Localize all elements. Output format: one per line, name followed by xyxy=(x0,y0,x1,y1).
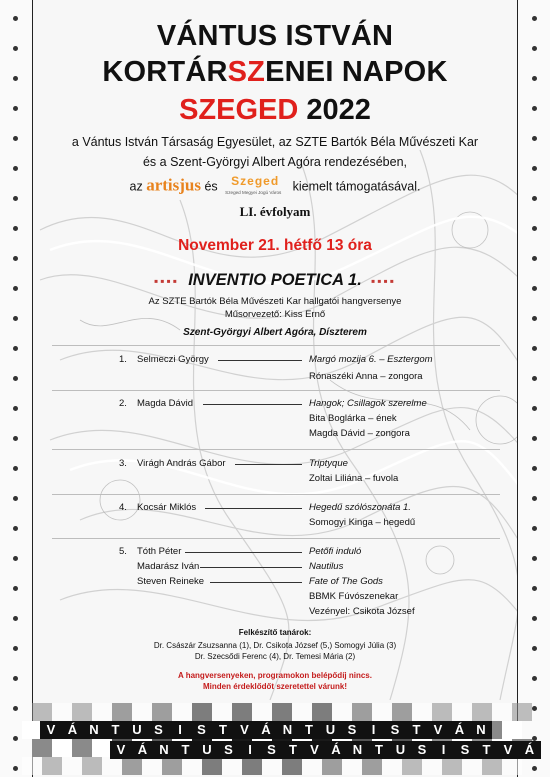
banner-square xyxy=(92,739,112,757)
banner-letter: N xyxy=(470,721,492,739)
title-line-1: VÁNTUS ISTVÁN xyxy=(156,20,394,52)
connector-line xyxy=(218,360,302,361)
banner-letter: U xyxy=(390,741,412,759)
perforation-dot xyxy=(13,766,18,771)
banner-letter: V xyxy=(497,741,519,759)
banner-square xyxy=(92,703,112,721)
banner-square xyxy=(322,757,342,775)
perforation-dot xyxy=(532,586,537,591)
program-work: Fate of The Gods xyxy=(309,576,383,587)
divider xyxy=(52,390,500,391)
perforation-dot xyxy=(13,286,18,291)
banner-square xyxy=(282,757,302,775)
decorative-dashes: ▪▪▪▪ xyxy=(370,273,396,288)
banner-square xyxy=(252,703,272,721)
banner-square xyxy=(52,703,72,721)
teachers-line-2: Dr. Szecsődi Ferenc (4), Dr. Temesi Mária (2) xyxy=(194,652,356,661)
perforation-dot xyxy=(13,76,18,81)
decorative-dashes: ▪▪▪▪ xyxy=(154,273,180,288)
banner-square xyxy=(62,757,82,775)
program-composer: Steven Reineke xyxy=(137,576,205,587)
program-composer: Madarász Iván xyxy=(137,561,200,572)
banner-letter: Á xyxy=(255,721,277,739)
banner-square xyxy=(102,757,122,775)
banner-letter: S xyxy=(148,721,170,739)
banner-square xyxy=(382,757,402,775)
banner-square xyxy=(312,703,332,721)
banner-letter: Á xyxy=(132,741,154,759)
event-title: ▪▪▪▪ INVENTIO POETICA 1. ▪▪▪▪ xyxy=(154,271,396,289)
divider xyxy=(52,449,500,450)
program-work: Hangok; Csillagok szerelme xyxy=(309,398,427,409)
banner-letter: S xyxy=(384,721,406,739)
perforation-dot xyxy=(532,646,537,651)
banner-letter: S xyxy=(261,741,283,759)
banner-letter: S xyxy=(218,741,240,759)
organizers-line-2: és a Szent-Györgyi Albert Agóra rendezésében, xyxy=(142,155,408,169)
banner-square xyxy=(132,703,152,721)
perforation-dot xyxy=(532,526,537,531)
banner-square xyxy=(32,739,52,757)
perforation-dot xyxy=(532,226,537,231)
banner-square xyxy=(352,703,372,721)
perforation-dot xyxy=(13,706,18,711)
connector-line xyxy=(203,404,302,405)
program-number: 2. xyxy=(119,398,127,409)
perforation-dot xyxy=(532,196,537,201)
banner-letter: V xyxy=(304,741,326,759)
divider xyxy=(52,345,500,346)
banner-letter: Á xyxy=(519,741,541,759)
perforation-dot xyxy=(13,196,18,201)
perforation-dot xyxy=(532,346,537,351)
banner-letter: T xyxy=(282,741,304,759)
banner-square xyxy=(202,757,222,775)
perforation-dot xyxy=(13,46,18,51)
program-work: Petőfi induló xyxy=(309,546,362,557)
perforation-dot xyxy=(532,676,537,681)
banner-letter: V xyxy=(110,741,132,759)
banner-letter: Á xyxy=(325,741,347,759)
banner-letter: N xyxy=(277,721,299,739)
perforation-dot xyxy=(13,496,18,501)
banner-letter: S xyxy=(411,741,433,759)
connector-line xyxy=(200,567,302,568)
banner-square xyxy=(472,703,492,721)
banner-letter: T xyxy=(406,721,428,739)
banner-letter: T xyxy=(212,721,234,739)
program-performer: Somogyi Kinga – hegedű xyxy=(309,517,416,528)
banner-square xyxy=(512,703,532,721)
perforation-dot xyxy=(13,616,18,621)
banner-letter: I xyxy=(239,741,261,759)
program-work: Nautilus xyxy=(309,561,344,572)
sponsors-line: az artisjus és Szeged Szeged Megyei Jogú Város kiemelt támogatásával. xyxy=(0,174,550,200)
program-composer: Selmeczi György xyxy=(137,354,209,365)
perforation-dot xyxy=(13,106,18,111)
perforation-dot xyxy=(532,16,537,21)
perforation-dot xyxy=(532,736,537,741)
program-performer: Bita Boglárka – ének xyxy=(309,413,397,424)
banner-square xyxy=(72,739,92,757)
banner-square xyxy=(362,757,382,775)
banner-square xyxy=(222,757,242,775)
perforation-dot xyxy=(13,586,18,591)
banner-letter: V xyxy=(40,721,62,739)
perforation-dot xyxy=(532,436,537,441)
perforation-dot xyxy=(13,346,18,351)
perforation-dot xyxy=(532,376,537,381)
banner-square xyxy=(432,703,452,721)
banner-square xyxy=(372,703,392,721)
program-composer: Virágh András Gábor xyxy=(137,458,226,469)
connector-line xyxy=(210,582,302,583)
teachers-title: Felkészítő tanárok: xyxy=(238,628,312,637)
szeged-city-logo: Szeged Szeged Megyei Jogú Város xyxy=(225,174,282,195)
program-number: 5. xyxy=(119,546,127,557)
banner-letter: T xyxy=(298,721,320,739)
banner-letter: I xyxy=(169,721,191,739)
perforation-dot xyxy=(532,256,537,261)
program-performer: Magda Dávid – zongora xyxy=(309,428,410,439)
banner-square xyxy=(502,757,522,775)
banner-letter: N xyxy=(153,741,175,759)
banner-square xyxy=(262,757,282,775)
perforation-dot xyxy=(532,46,537,51)
connector-line xyxy=(205,508,302,509)
banner-square xyxy=(502,721,522,739)
program-number: 4. xyxy=(119,502,127,513)
perforation-dot xyxy=(13,466,18,471)
checkerboard-banner xyxy=(0,703,550,777)
banner-square xyxy=(442,757,462,775)
program-number: 3. xyxy=(119,458,127,469)
banner-square xyxy=(122,757,142,775)
perforation-dot xyxy=(13,226,18,231)
banner-letter: U xyxy=(126,721,148,739)
banner-letter: V xyxy=(234,721,256,739)
perforation-dot xyxy=(13,646,18,651)
perforation-dot xyxy=(13,406,18,411)
banner-letter: T xyxy=(105,721,127,739)
perforation-dot xyxy=(13,136,18,141)
banner-letter: I xyxy=(363,721,385,739)
banner-square xyxy=(342,757,362,775)
banner-square xyxy=(212,703,232,721)
perforation-dot xyxy=(532,616,537,621)
perforation-dot xyxy=(532,466,537,471)
perforation-dot xyxy=(13,316,18,321)
perforation-dot xyxy=(532,496,537,501)
perforation-dot xyxy=(532,706,537,711)
perforation-dot xyxy=(13,376,18,381)
banner-square xyxy=(292,703,312,721)
program-work: Triptyque xyxy=(309,458,348,469)
event-date: November 21. hétfő 13 óra xyxy=(178,237,372,254)
divider xyxy=(52,538,500,539)
banner-letter: S xyxy=(341,721,363,739)
program-performer: Vezényel: Csikota József xyxy=(309,606,415,617)
perforation-dot xyxy=(532,406,537,411)
connector-line xyxy=(185,552,302,553)
banner-letter: T xyxy=(368,741,390,759)
banner-square xyxy=(32,703,52,721)
edition: LI. évfolyam xyxy=(239,204,311,219)
banner-letter: S xyxy=(454,741,476,759)
program-performer: Zoltai Liliána – fuvola xyxy=(309,473,399,484)
artisjus-logo: artisjus xyxy=(146,175,201,195)
banner-square xyxy=(242,757,262,775)
perforation-dot xyxy=(13,676,18,681)
perforation-dot xyxy=(13,16,18,21)
banner-square xyxy=(42,757,62,775)
perforation-dot xyxy=(532,286,537,291)
banner-square xyxy=(72,703,92,721)
title-line-2: KORTÁRSZENEI NAPOK xyxy=(102,56,448,88)
banner-square xyxy=(152,703,172,721)
banner-letter: S xyxy=(191,721,213,739)
banner-square xyxy=(232,703,252,721)
event-host: Műsorvezető: Kiss Ernő xyxy=(224,309,326,320)
banner-letter: N xyxy=(83,721,105,739)
event-subtitle: Az SZTE Bartók Béla Művészeti Kar hallgatói hangversenye xyxy=(148,296,402,307)
perforation-dot xyxy=(13,166,18,171)
banner-square xyxy=(332,703,352,721)
banner-square xyxy=(22,721,42,739)
program-number: 1. xyxy=(119,354,127,365)
banner-square xyxy=(82,757,102,775)
banner-square xyxy=(142,757,162,775)
banner-square xyxy=(452,703,472,721)
banner-square xyxy=(272,703,292,721)
perforation-dot xyxy=(13,526,18,531)
banner-letter: Á xyxy=(449,721,471,739)
notice-line-2: Minden érdeklődőt szeretettel várunk! xyxy=(202,682,348,691)
program-composer: Magda Dávid xyxy=(137,398,193,409)
event-venue: Szent-Györgyi Albert Agóra, Díszterem xyxy=(183,327,367,338)
banner-square xyxy=(482,757,502,775)
banner-square xyxy=(112,703,132,721)
perforation-dot xyxy=(532,76,537,81)
banner-square xyxy=(22,757,42,775)
banner-square xyxy=(402,757,422,775)
perforation-dot xyxy=(532,136,537,141)
banner-square xyxy=(412,703,432,721)
banner-square xyxy=(172,703,192,721)
perforation-dot xyxy=(13,556,18,561)
banner-square xyxy=(52,739,72,757)
perforation-dot xyxy=(532,106,537,111)
program-composer: Kocsár Miklós xyxy=(137,502,197,513)
title-line-3: SZEGED 2022 xyxy=(179,94,371,126)
banner-square xyxy=(182,757,202,775)
program-performer: Rónaszéki Anna – zongora xyxy=(309,371,423,382)
perforation-dot xyxy=(13,736,18,741)
perforation-dot xyxy=(13,436,18,441)
banner-square xyxy=(462,757,482,775)
banner-letter: T xyxy=(476,741,498,759)
banner-square xyxy=(162,757,182,775)
perforation-dot xyxy=(532,166,537,171)
program-work: Margó mozija 6. – Esztergom xyxy=(309,354,433,365)
program-performer: BBMK Fúvószenekar xyxy=(309,591,399,602)
banner-square xyxy=(492,703,512,721)
banner-letter: N xyxy=(347,741,369,759)
perforation-dot xyxy=(13,256,18,261)
teachers-line-1: Dr. Császár Zsuzsanna (1), Dr. Csikota József (5,) Somogyi Júlia (3) xyxy=(153,641,397,650)
program-composer: Tóth Péter xyxy=(137,546,182,557)
perforation-dot xyxy=(532,556,537,561)
notice-line-1: A hangversenyeken, programokon belépődíj nincs. xyxy=(178,671,372,680)
perforation-dot xyxy=(532,316,537,321)
banner-letter: Á xyxy=(62,721,84,739)
banner-letter: V xyxy=(427,721,449,739)
connector-line xyxy=(235,464,302,465)
divider xyxy=(52,494,500,495)
banner-letter: I xyxy=(433,741,455,759)
banner-square xyxy=(192,703,212,721)
organizers-line-1: a Vántus István Társaság Egyesület, az SZTE Bartók Béla Művészeti Kar xyxy=(71,135,479,149)
banner-square xyxy=(392,703,412,721)
banner-letter: U xyxy=(196,741,218,759)
banner-square xyxy=(302,757,322,775)
perforation-dot xyxy=(532,766,537,771)
banner-square xyxy=(422,757,442,775)
program-work: Hegedű szólószonáta 1. xyxy=(309,502,411,513)
banner-letter: T xyxy=(175,741,197,759)
banner-letter: U xyxy=(320,721,342,739)
